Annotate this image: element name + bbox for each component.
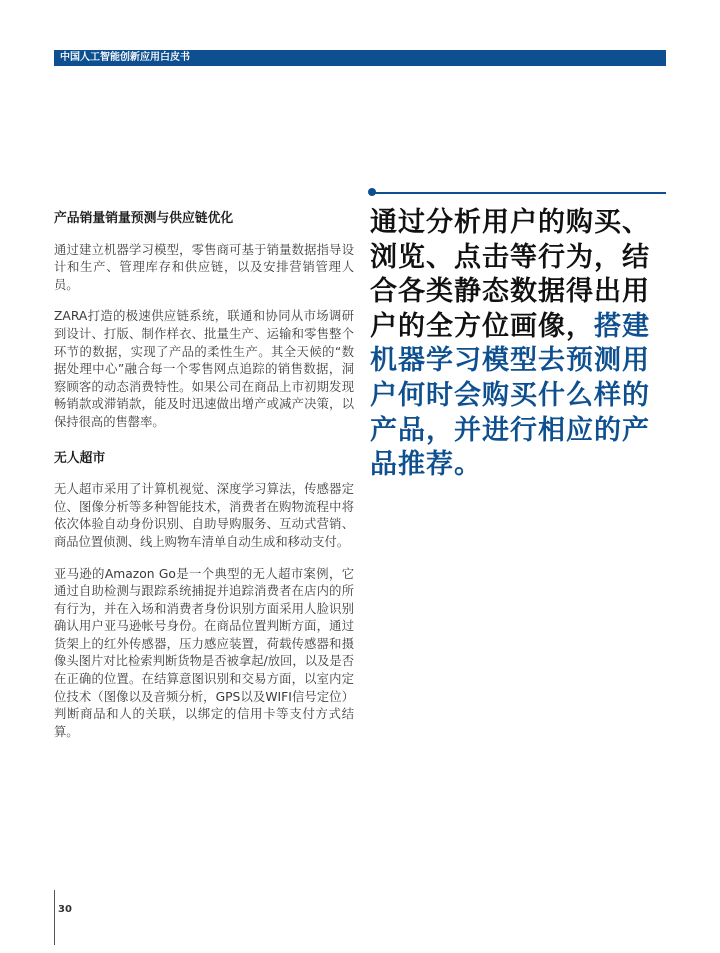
left-column [54,210,354,755]
document-title: 中国人工智能创新应用白皮书 [60,52,190,63]
pull-quote-highlight: 搭建机器学习模型去预测用户何时会购买什么样的产品，并进行相应的产品推荐。 [370,310,650,481]
header-bar [54,50,666,66]
section-heading-sales-forecast: 产品销量销量预测与供应链优化 [54,211,234,226]
paragraph-amazon-go: 亚马逊的Amazon Go是一个典型的无人超市案例，它通过自助检测与跟踪系统捕捉并追踪消费者在店内的所有行为，并在入场和消费者身份识别方面采用人脸识别确认用户亚马逊帐号身份。在商品位置判断方面，通过货架上的红外传感器，压力感应装置，荷载传感器和摄像头图片对比检索判断货物是否被拿起/放回，以及是否在正确的位置。在结算意图识别和交易方面，以室内定位技术（图像以及音频分析，GPS以及WIFI信号定位）判断商品和人的关联，以绑定的信用卡等支付方式结算。 [54,566,354,739]
pull-quote-rule [370,192,666,194]
pull-quote [370,206,670,483]
pull-quote-text: 通过分析用户的购买、浏览、点击等行为，结合各类静态数据得出用户的全方位画像， [370,207,650,342]
paragraph-zara: ZARA打造的极速供应链系统，联通和协同从市场调研到设计、打版、制作样衣、批量生产、运输和零售整个环节的数据，实现了产品的柔性生产。其全天候的“数据处理中心”融合每一个零售网点追踪的销售数据，洞察顾客的动态消费特性。如果公司在商品上市初期发现畅销款或滞销款，能及时迅速做出增产或减产决策，以保持很高的售罄率。 [54,309,354,429]
section-heading-unmanned-store: 无人超市 [54,450,106,466]
paragraph-unmanned-store: 无人超市采用了计算机视觉、深度学习算法，传感器定位、图像分析等多种智能技术，消费者在购物流程中将依次体验自动身份识别、自助导购服务、互动式营销、商品位置侦测、线上购物车清单自动生成和移动支付。 [54,482,354,549]
page-number-rule [54,890,55,945]
page-number: 30 [58,904,72,915]
paragraph-ml-model: 通过建立机器学习模型，零售商可基于销量数据指导设计和生产、管理库存和供应链，以及安排营销管理人员。 [54,242,354,292]
pull-quote-rule-dot [368,188,376,196]
